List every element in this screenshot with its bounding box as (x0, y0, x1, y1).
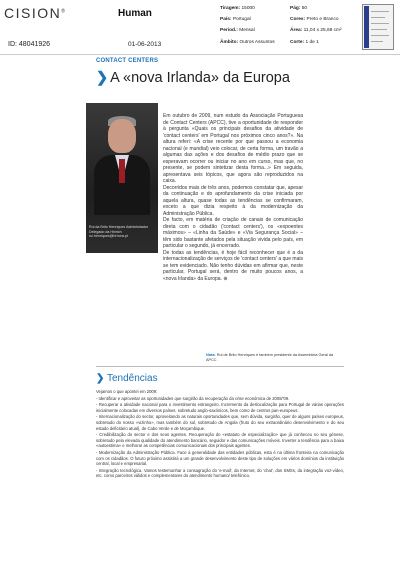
trends-title: ❯ Tendências (96, 373, 158, 384)
author-note: Nota: Rui de Brito Henriques é também presidente da Assembleia Geral da APCC (206, 353, 334, 362)
paragraph: De todas as tendências, é hoje fácil reconhecer que é a da internacionalização de serviços de 'contact centers' a que mais se tem evidenciado. Não tenho dúvidas em afirmar que, neste particular, Portugal será, dentro de muito poucos anos, a «nova Irlanda» da Europa. ⊕ (163, 249, 303, 282)
list-item: Vejamos o que apontei em 2009: (96, 389, 158, 394)
paragraph: De facto, em matéria de criação de canais de comunicação direta com o cidadão ('contact centers'), os «expoentes máximos» – «Linha da Saúde» e «Via Segurança Social» – têm sido bastante afetados pela situação vivida pelo país, em particular o segundo, já encerrado. (163, 217, 303, 249)
meta-ambito: Âmbito: Outros Assuntos (220, 40, 275, 45)
list-item: - Modernização da Administração Pública. Face à generalidade das entidades públicas, esta é na última fronteira na comunicação com os cidadãos. O futuro próximo assistirá a um grande desenvolvimento deste tipo de soluções em vários domínios da instituição central, local e empresarial. (96, 449, 344, 467)
trends-list (96, 389, 344, 480)
section-label: CONTACT CENTERS (96, 58, 159, 64)
chevron-right-icon: ❯ (96, 70, 109, 86)
article-headline: ❯ A «nova Irlanda» da Europa (96, 70, 290, 86)
publication-date: 01-06-2013 (128, 41, 162, 48)
meta-cores: Cores: Preto e Branco (290, 17, 339, 22)
list-item: - Integração tecnológica. Vamos testemunhar a consagração do 'e-mail', da Internet, do 'chat', dos SMSs, da integração voz-vídeo, etc. como parceiros válidos e complementares do atendimento humano/ telefónico. (96, 467, 344, 479)
meta-area: Área: 11,04 x 25,68 cm² (290, 28, 342, 33)
trends-box (96, 366, 344, 561)
header-divider (0, 54, 400, 55)
list-item: - Internacionalização do sector, aproveitando as naturais oportunidades que, sem dúvida, surgirão, quer de alguns países europeus, sobretudo do nosso «vizinho», mas também do sul, sobretudo de Angola (fruto do seu extraordinário desenvolvimento e do seu estado deficitário atual), de Cabo Verde e de Moçambique. (96, 414, 344, 431)
meta-tiragem: Tiragem: 15000 (220, 6, 255, 11)
list-item: - Credibilização do sector e dos seus agentes. Recuperação do «estatuto de especialização» que já conheceu no seu génese, sobretudo pela elevada qualidade do atendimento bancário, seguidor e das comunicações móveis. Inverter a tendência para a baixa «autoestima» e melhorar as competências comunicacionais dos principais agentes. (96, 432, 344, 449)
list-item: - Identificar e aproveitar as oportunidades que surgirão da recuperação da crise económica de 2008/'09. (96, 395, 290, 401)
article-body (163, 113, 303, 282)
list-item: - Recuperar a atividade nacional para o investimento estrangeiro. Incremento da deslocalização para Portugal de várias operações inicialmente colocadas em diversos países, sobretudo anglo-saxónicos, bem como de centros pan-europeus. (96, 402, 344, 413)
paragraph: Em outubro de 2009, num estudo da Associação Portuguesa de Contact Centers (APCC), tive a oportunidade de responder à pergunta «Quais os principais desafios da atividade de 'contact centers' em Portugal nos próximos cinco anos?». Na altura referi: «A crise recente por que passou a economia nacional (e mundial) veio colocar, de certa forma, um travão a algumas das ações e dos desafios de médio prazo que se esperavam ocorrer ou iniciar no ano em curso, mas que, no presente, se podem sintetizar desta forma...» Em seguida, apresentava seis tópicos, que agora são reproduzidos na caixa. (163, 113, 303, 184)
meta-pag: Pág: 50 (290, 6, 308, 11)
clipping-id: ID: 48041926 (8, 41, 51, 48)
chevron-right-icon: ❯ (96, 373, 105, 384)
meta-corte: Corte: 1 de 1 (290, 40, 319, 45)
meta-period: Period.: Mensal (220, 28, 255, 33)
clipping-header (0, 0, 400, 56)
author-photo (86, 103, 158, 253)
publication-name: Human (118, 8, 152, 19)
photo-caption: Rui da Brito Henriques Administrador Delegado da Hinrich rui.henriques@hrhora.pt (89, 225, 149, 239)
page-thumbnail (362, 4, 394, 50)
meta-pais: País: Portugal (220, 17, 251, 22)
paragraph: Decorridos mais de três anos, podemos constatar que, apesar da continuação e do aprofundamento da crise iniciada por aquela altura, quase todas as tendências se confirmaram, exceto a que dizia respeito à da modernização da Administração Pública. (163, 184, 303, 217)
cision-logo: CISION® (4, 5, 67, 21)
